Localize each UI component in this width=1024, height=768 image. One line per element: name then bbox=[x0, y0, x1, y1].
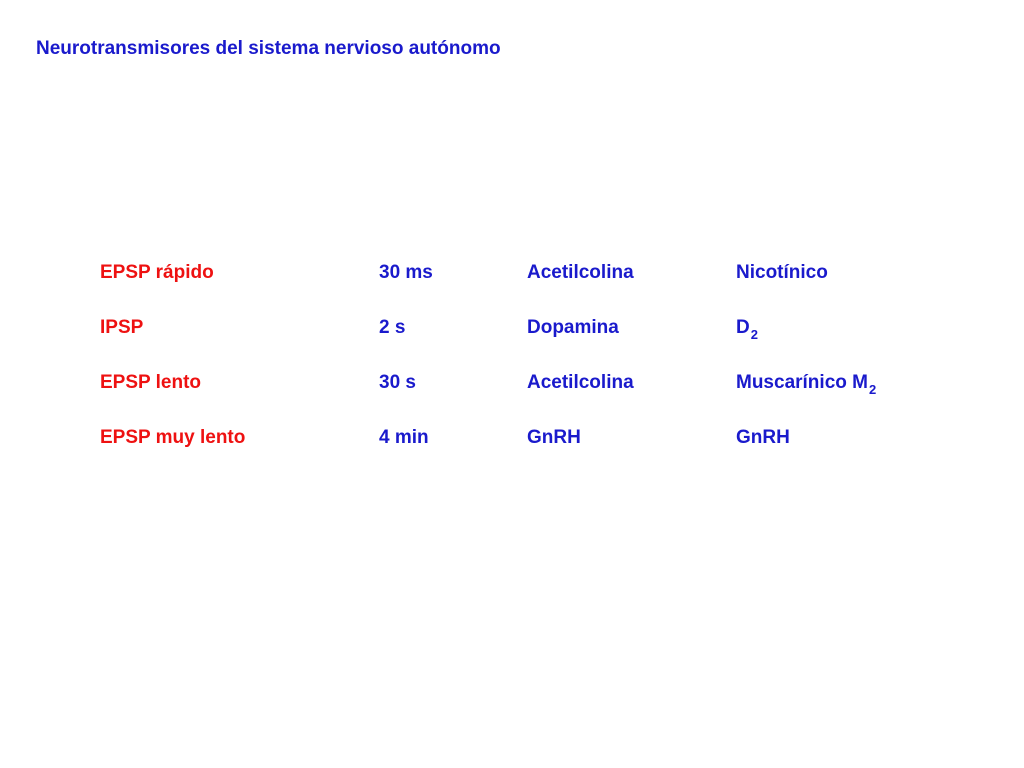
neurotransmitter-cell: Acetilcolina bbox=[527, 372, 634, 393]
receptor-cell bbox=[736, 427, 791, 449]
receptor-label: GnRH bbox=[736, 427, 790, 448]
potential-type-cell: EPSP lento bbox=[100, 372, 202, 393]
receptor-label: Muscarínico M bbox=[736, 372, 868, 393]
duration-cell: 2 s bbox=[379, 317, 406, 338]
duration-cell: 30 s bbox=[379, 372, 416, 393]
duration-cell: 30 ms bbox=[379, 262, 433, 283]
duration-cell: 4 min bbox=[379, 427, 429, 448]
slide-title: Neurotransmisores del sistema nervioso autónomo bbox=[36, 38, 501, 59]
potential-type-cell: IPSP bbox=[100, 317, 144, 338]
neurotransmitter-cell: Acetilcolina bbox=[527, 262, 634, 283]
receptor-cell bbox=[736, 372, 877, 397]
receptor-subscript: 2 bbox=[750, 327, 758, 342]
receptor-cell bbox=[736, 317, 758, 342]
potential-type-cell: EPSP muy lento bbox=[100, 427, 246, 448]
receptor-label: D bbox=[736, 317, 750, 338]
receptor-subscript: 2 bbox=[868, 382, 877, 397]
potential-type-cell: EPSP rápido bbox=[100, 262, 214, 283]
receptor-cell bbox=[736, 262, 829, 284]
receptor-label: Nicotínico bbox=[736, 262, 828, 283]
neurotransmitter-cell: GnRH bbox=[527, 427, 581, 448]
neurotransmitter-cell: Dopamina bbox=[527, 317, 619, 338]
